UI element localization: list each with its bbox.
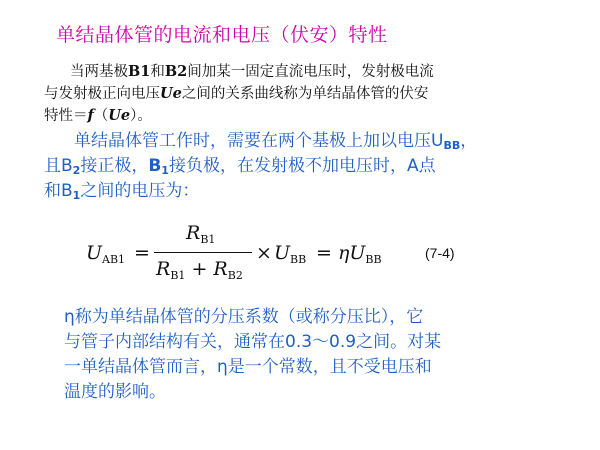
para1-text: ， — [460, 131, 478, 151]
para1-text: 接正极， — [80, 156, 149, 176]
para1-line-2 — [44, 151, 436, 176]
intro-text: ）。 — [130, 108, 152, 124]
intro-text: 间加某一固定直流电压时，发射极电流 — [187, 64, 434, 80]
intro-line-1 — [70, 60, 434, 81]
equation-number: (7-4) — [425, 245, 455, 261]
para1-sub: 1 — [161, 164, 169, 177]
para1-line-3 — [44, 176, 199, 201]
para1-text: 且B — [44, 156, 73, 176]
intro-ue: Ue — [160, 85, 182, 102]
para2-line-4: 温度的影响。 — [64, 382, 166, 402]
intro-text: 当两基极 — [70, 64, 128, 80]
slide-title: 单结晶体管的电流和电压（伏安）特性 — [56, 24, 388, 46]
intro-line-3 — [44, 104, 152, 125]
intro-text: 和 — [150, 64, 165, 80]
para1-sub: 2 — [72, 164, 81, 177]
para2-line-2: 与管子内部结构有关，通常在0.3～0.9之间。对某 — [64, 332, 442, 352]
para1-sub: 1 — [72, 189, 81, 202]
formula-ubb: $U_{BB}$ — [274, 242, 307, 266]
intro-text: 特性＝ — [44, 108, 88, 124]
para1-text: 单结晶体管工作时，需要在两个基极上加以电压U — [74, 131, 444, 151]
intro-f: f — [87, 107, 94, 124]
intro-ue: Ue — [108, 107, 131, 124]
para1-text: 之间的电压为： — [80, 181, 200, 201]
formula-equals: = — [134, 242, 150, 264]
para1-b1: B — [148, 156, 162, 176]
formula-denominator: $R_{B1} + R_{B2}$ — [156, 258, 243, 282]
para1-text: 和B — [44, 181, 73, 201]
formula-eta-ubb: $\eta U_{BB}$ — [338, 242, 382, 266]
para1-sub: BB — [443, 139, 461, 152]
para1-line-1 — [74, 126, 477, 151]
intro-text: 与发射极正向电压 — [44, 86, 160, 102]
para1-text: 接负极，在发射极不加电压时，A点 — [168, 156, 436, 176]
formula-times: × — [256, 242, 272, 264]
para2-line-1: η称为单结晶体管的分压系数（或称分压比），它 — [64, 307, 424, 327]
formula-equals-2: = — [316, 242, 332, 264]
fraction-bar — [154, 252, 252, 253]
formula-lhs: $U_{AB1}$ — [86, 242, 126, 266]
intro-line-2 — [44, 82, 428, 103]
para2-line-3: 一单结晶体管而言，η是一个常数，且不受电压和 — [64, 357, 432, 377]
intro-text: 之间的关系曲线称为单结晶体管的伏安 — [181, 86, 429, 102]
intro-b1: B1 — [128, 63, 151, 80]
intro-b2: B2 — [164, 63, 188, 80]
intro-text: （ — [93, 108, 109, 124]
formula-numerator: $R_{B1}$ — [186, 222, 216, 246]
